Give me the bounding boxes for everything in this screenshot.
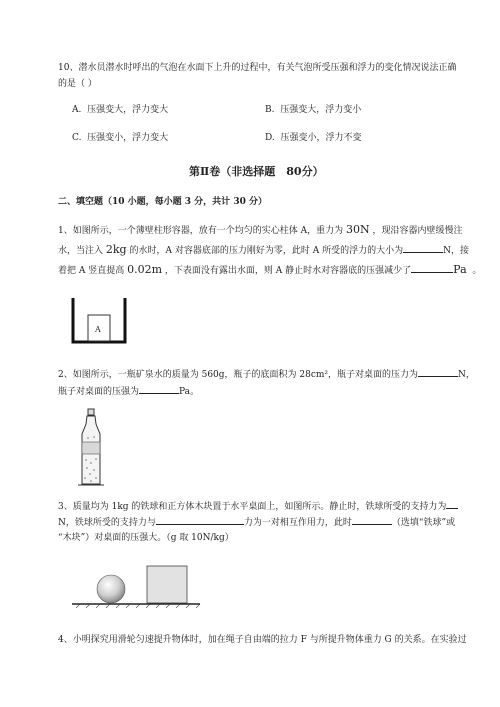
answer-blank[interactable] [352,515,392,525]
q1-weight-value: 30N [345,223,370,236]
q3-text: 力为一对相互作用力，此时 [243,518,352,528]
wood-block [147,566,187,603]
q10-option-b [265,104,361,116]
q2-text: 瓶子对桌面的压强为 [58,387,140,397]
q1-mass-value: 2kg [105,243,127,256]
option-label: A. [72,105,82,115]
q3-text: （选填“铁球”或 [391,518,456,528]
q1-line2 [58,243,469,257]
container-figure [70,298,130,344]
q2-line2 [58,384,199,398]
q3-line3: “木块”）对桌面的压强大。（g 取 10N/kg） [58,533,234,543]
q1-line3 [58,263,481,277]
iron-ball [97,575,125,603]
q4-line1: 4、小明探究用滑轮匀速提升物体时，加在绳子自由端的拉力 F 与所提升物体重力 G 的关系。在实验过 [58,635,467,645]
q3-text: 3、质量均为 1kg 的铁球和正方体木块置于水平桌面上，如图所示。静止时，铁球所受的支持力为 [58,502,447,512]
q1-unit: Pa [453,263,467,276]
q2-text: 2、如图所示，一瓶矿泉水的质量为 560g，瓶子的底面积为 28cm²，瓶子对桌面的压力为 [58,370,419,380]
q1-end: 。 [472,266,482,276]
q10-option-d [265,132,362,144]
option-text: 压强变小，浮力不变 [280,133,362,143]
option-text: 压强变大，浮力变大 [87,105,169,115]
answer-blank[interactable] [411,263,453,273]
q1-text: 的水时，A 对容器底部的压力刚好为零，此时 A 所受的浮力的大小为 [129,246,404,256]
q2-line1 [58,367,475,381]
option-label: C. [72,133,82,143]
q2-unit: Pa。 [179,387,200,397]
q1-text: ，下表面没有露出水面，则 A 静止时水对容器底的压强减少了 [164,266,412,276]
answer-blank[interactable] [403,243,443,253]
q10-line2: 的是（ ） [58,79,97,89]
q2-unit: N， [458,370,475,380]
answer-blank[interactable] [139,384,179,394]
answer-blank[interactable] [446,499,458,509]
q10-line1: 10、潜水员潜水时呼出的气泡在水面下上升的过程中，有关气泡所受压强和浮力的变化情况说法正确 [58,63,457,73]
q3-text: N，铁球所受的支持力与 [58,518,156,528]
q1-text: 水，当注入 [58,246,104,256]
q1-text: 1、如图所示，一个薄壁柱形容器，放有一个均匀的实心柱体 A，重力为 [58,226,344,236]
q1-text: ，现沿容器内壁缓慢注 [372,226,463,236]
q1-unit: N，接 [443,246,469,256]
q1-text: 着把 A 竖直提高 [58,266,125,276]
bottle-figure [78,408,104,486]
answer-blank[interactable] [418,367,458,377]
q1-height-value: 0.02m [127,263,163,276]
option-text: 压强变小，浮力变大 [87,133,169,143]
q10-option-c [72,132,168,144]
q3-line2 [58,515,455,529]
q3-line1 [58,499,458,513]
block-a-label: A [95,325,101,334]
option-label: B. [265,105,275,115]
section-title: 二、填空题（10 小题，每小题 3 分，共计 30 分） [58,197,267,207]
q10-option-a [72,104,168,116]
answer-blank[interactable] [156,515,244,525]
q1-line1 [58,224,462,237]
part2-title: 第Ⅱ卷（非选择题 80分） [189,165,324,178]
ball-block-figure [72,560,202,608]
option-label: D. [265,133,275,143]
option-text: 压强变大，浮力变小 [280,105,362,115]
